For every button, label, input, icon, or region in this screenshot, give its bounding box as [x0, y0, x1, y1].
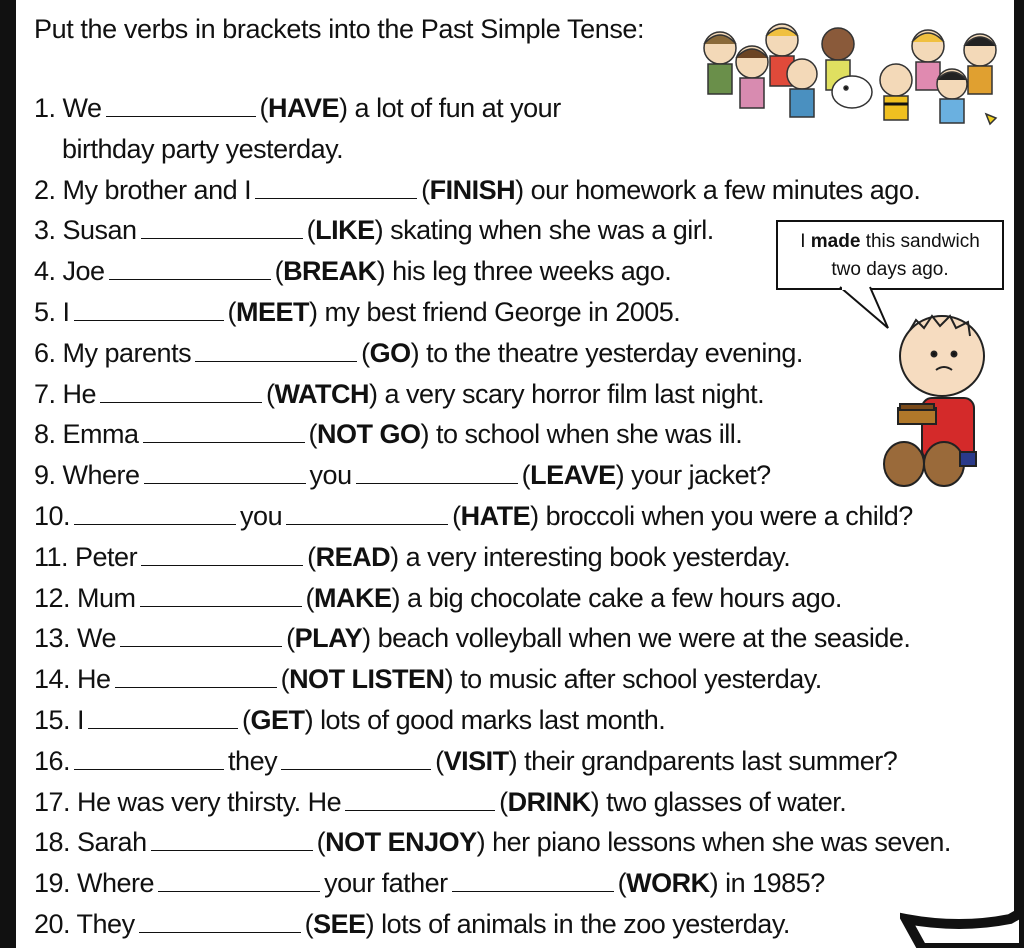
- item-text: birthday party yesterday.: [62, 133, 344, 164]
- exercise-item-continuation: [34, 129, 951, 170]
- item-number-and-subject: 2. My brother and I: [34, 174, 252, 205]
- speech-bubble-line-2: two days ago.: [831, 259, 949, 280]
- item-completion-text: two glasses of water.: [606, 786, 847, 817]
- item-middle-text: you: [240, 500, 283, 531]
- verb-in-brackets: WORK: [626, 868, 710, 899]
- item-number-and-subject: 11. Peter: [34, 541, 138, 572]
- item-completion-text: a big chocolate cake a few hours ago.: [407, 582, 842, 613]
- item-middle-text: your father: [324, 868, 448, 899]
- answer-blank[interactable]: [141, 216, 303, 239]
- item-number-and-subject: 19. Where: [34, 868, 155, 899]
- verb-in-brackets: DRINK: [507, 786, 591, 817]
- answer-blank[interactable]: [255, 176, 417, 199]
- exercise-item: 5. I (MEET) my best friend George in 2005.: [34, 296, 681, 327]
- answer-blank[interactable]: [286, 502, 448, 525]
- item-completion-text: a very interesting book yesterday.: [405, 541, 791, 572]
- item-number-and-subject: 16.: [34, 745, 71, 776]
- item-completion-text: to the theatre yesterday evening.: [426, 337, 803, 368]
- verb-in-brackets: READ: [315, 541, 391, 572]
- page-corner-curl: [900, 905, 1024, 948]
- answer-blank[interactable]: [109, 257, 271, 280]
- item-number-and-subject: 13. We: [34, 623, 117, 654]
- exercise-item: 15. I (GET) lots of good marks last month.: [34, 704, 666, 735]
- verb-in-brackets: WATCH: [274, 378, 370, 409]
- exercise-item: 11. Peter (READ) a very interesting book yesterday.: [34, 541, 791, 572]
- item-number-and-subject: 4. Joe: [34, 256, 105, 287]
- exercise-item: 10. you (HATE) broccoli when you were a child?: [34, 500, 913, 531]
- item-completion-text: skating when she was a girl.: [390, 215, 714, 246]
- exercise-item: 13. We (PLAY) beach volleyball when we were at the seaside.: [34, 623, 911, 654]
- item-completion-text: in 1985?: [725, 868, 825, 899]
- exercise-item: 14. He (NOT LISTEN) to music after school yesterday.: [34, 664, 822, 695]
- answer-blank[interactable]: [88, 706, 238, 729]
- verb-in-brackets: GET: [250, 704, 305, 735]
- exercise-item: 3. Susan (LIKE) skating when she was a girl.: [34, 215, 714, 246]
- instruction-heading: Put the verbs in brackets into the Past Simple Tense:: [34, 14, 645, 44]
- answer-blank[interactable]: [143, 420, 305, 443]
- item-completion-text: broccoli when you were a child?: [545, 500, 913, 531]
- item-number-and-subject: 5. I: [34, 296, 70, 327]
- verb-in-brackets: PLAY: [294, 623, 363, 654]
- answer-blank[interactable]: [100, 380, 262, 403]
- item-number-and-subject: 7. He: [34, 378, 97, 409]
- item-number-and-subject: 8. Emma: [34, 419, 139, 450]
- item-completion-text: a very scary horror film last night.: [384, 378, 765, 409]
- exercise-item: 2. My brother and I (FINISH) our homework a few minutes ago.: [34, 174, 921, 205]
- verb-in-brackets: NOT LISTEN: [289, 664, 445, 695]
- item-number-and-subject: 15. I: [34, 704, 85, 735]
- item-completion-text: our homework a few minutes ago.: [530, 174, 921, 205]
- item-middle-text: they: [228, 745, 278, 776]
- item-completion-text: to school when she was ill.: [436, 419, 743, 450]
- answer-blank[interactable]: [140, 584, 302, 607]
- item-completion-text: her piano lessons when she was seven.: [492, 827, 951, 858]
- item-completion-text: lots of animals in the zoo yesterday.: [381, 908, 790, 939]
- verb-in-brackets: NOT ENJOY: [325, 827, 477, 858]
- answer-blank[interactable]: [158, 869, 320, 892]
- item-middle-text: you: [309, 460, 352, 491]
- item-completion-text: beach volleyball when we were at the seaside.: [377, 623, 911, 654]
- item-number-and-subject: 14. He: [34, 664, 111, 695]
- verb-in-brackets: VISIT: [443, 745, 509, 776]
- item-number-and-subject: 6. My parents: [34, 337, 192, 368]
- item-completion-text: their grandparents last summer?: [524, 745, 898, 776]
- item-completion-text: his leg three weeks ago.: [392, 256, 672, 287]
- exercise-list: [34, 88, 951, 945]
- item-completion-text: to music after school yesterday.: [460, 664, 822, 695]
- answer-blank[interactable]: [74, 747, 224, 770]
- item-number-and-subject: 12. Mum: [34, 582, 136, 613]
- verb-in-brackets: FINISH: [429, 174, 516, 205]
- answer-blank[interactable]: [195, 339, 357, 362]
- item-number-and-subject: 1. We: [34, 93, 102, 123]
- item-number-and-subject: 9. Where: [34, 460, 140, 491]
- exercise-item: 17. He was very thirsty. He (DRINK) two glasses of water.: [34, 786, 847, 817]
- exercise-item: 6. My parents (GO) to the theatre yesterday evening.: [34, 337, 803, 368]
- item-completion-text: lots of good marks last month.: [320, 704, 666, 735]
- verb-in-brackets: LEAVE: [530, 460, 616, 491]
- exercise-item: 4. Joe (BREAK) his leg three weeks ago.: [34, 256, 672, 287]
- answer-blank[interactable]: [74, 502, 236, 525]
- exercise-item: 9. Where you (LEAVE) your jacket?: [34, 460, 771, 491]
- verb-in-brackets: GO: [369, 337, 411, 368]
- answer-blank[interactable]: [120, 624, 282, 647]
- exercise-item: 7. He (WATCH) a very scary horror film last night.: [34, 378, 765, 409]
- item-number-and-subject: 17. He was very thirsty. He: [34, 786, 342, 817]
- exercise-item: 20. They (SEE) lots of animals in the zoo yesterday.: [34, 908, 790, 939]
- exercise-item: 18. Sarah (NOT ENJOY) her piano lessons when she was seven.: [34, 827, 951, 858]
- exercise-item: 8. Emma (NOT GO) to school when she was ill.: [34, 419, 743, 450]
- left-border: [0, 0, 16, 948]
- item-number-and-subject: 18. Sarah: [34, 827, 147, 858]
- verb-in-brackets: BREAK: [283, 256, 377, 287]
- verb-in-brackets: MEET: [236, 296, 310, 327]
- verb-in-brackets: NOT GO: [317, 419, 421, 450]
- item-number-and-subject: 10.: [34, 500, 71, 531]
- item-completion-text: my best friend George in 2005.: [324, 296, 681, 327]
- exercise-item: 12. Mum (MAKE) a big chocolate cake a few hours ago.: [34, 582, 842, 613]
- right-border: [1014, 0, 1024, 948]
- answer-blank[interactable]: [345, 788, 495, 811]
- exercise-item: 19. Where your father (WORK) in 1985?: [34, 868, 825, 899]
- item-completion-text: your jacket?: [631, 460, 771, 491]
- speech-bubble-line-1: I made this sandwich: [800, 231, 980, 252]
- verb-in-brackets: MAKE: [314, 582, 392, 613]
- answer-blank[interactable]: [141, 543, 303, 566]
- answer-blank[interactable]: [151, 828, 313, 851]
- answer-blank[interactable]: [281, 747, 431, 770]
- verb-in-brackets: HATE: [460, 500, 531, 531]
- exercise-item: 1. We (HAVE) a lot of fun at your: [34, 93, 561, 123]
- answer-blank[interactable]: [106, 94, 256, 117]
- verb-in-brackets: HAVE: [268, 93, 340, 123]
- answer-blank[interactable]: [144, 461, 306, 484]
- answer-blank[interactable]: [74, 298, 224, 321]
- answer-blank[interactable]: [139, 910, 301, 933]
- verb-in-brackets: LIKE: [315, 215, 375, 246]
- answer-blank[interactable]: [356, 461, 518, 484]
- answer-blank[interactable]: [115, 665, 277, 688]
- exercise-item: 16. they (VISIT) their grandparents last summer?: [34, 745, 898, 776]
- verb-in-brackets: SEE: [313, 908, 366, 939]
- answer-blank[interactable]: [452, 869, 614, 892]
- item-number-and-subject: 3. Susan: [34, 215, 137, 246]
- item-number-and-subject: 20. They: [34, 908, 135, 939]
- item-completion-text: a lot of fun at your: [354, 93, 561, 123]
